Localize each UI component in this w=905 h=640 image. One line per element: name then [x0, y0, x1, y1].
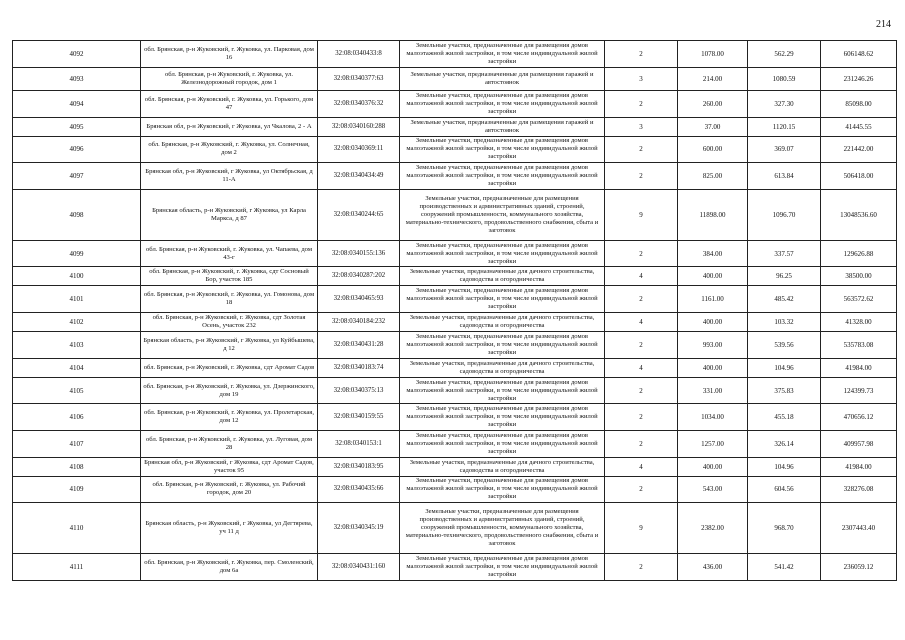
table-row	[13, 503, 897, 554]
cadastral-number-cell: 32:08:0340376:32	[318, 90, 400, 117]
address-cell: обл. Брянская, р-н Жуковский, г. Жуковка, ул. Горького, дом 47	[141, 90, 318, 117]
cadastral-value-cell: 41984.00	[821, 457, 897, 476]
row-number: 4103	[13, 332, 141, 359]
group-cell: 4	[605, 313, 678, 332]
specific-value-cell: 604.56	[748, 476, 821, 503]
cadastral-value-cell: 2307443.40	[821, 503, 897, 554]
land-use-cell: Земельные участки, предназначенные для размещения домов малоэтажной жилой застройки, в том числе индивидуальной жилой застройки	[400, 240, 605, 267]
area-cell: 825.00	[678, 163, 748, 190]
address-cell: обл. Брянская, р-н Жуковский, г. Жуковка, ул. Луговая, дом 28	[141, 430, 318, 457]
address-cell: обл. Брянская, р-н Жуковский, г. Жуковка, сдт Сосновый Бор, участок 185	[141, 267, 318, 286]
cadastral-number-cell: 32:08:0340160:288	[318, 117, 400, 136]
group-cell: 2	[605, 404, 678, 431]
cadastral-value-table	[12, 40, 897, 581]
area-cell: 993.00	[678, 332, 748, 359]
table-row	[13, 404, 897, 431]
cadastral-number-cell: 32:08:0340377:63	[318, 67, 400, 90]
group-cell: 2	[605, 41, 678, 68]
cadastral-number-cell: 32:08:0340287:202	[318, 267, 400, 286]
table-row	[13, 117, 897, 136]
specific-value-cell: 562.29	[748, 41, 821, 68]
row-number: 4108	[13, 457, 141, 476]
cadastral-number-cell: 32:08:0340431:160	[318, 554, 400, 581]
cadastral-number-cell: 32:08:0340153:1	[318, 430, 400, 457]
cadastral-number-cell: 32:08:0340155:136	[318, 240, 400, 267]
area-cell: 1078.00	[678, 41, 748, 68]
specific-value-cell: 1120.15	[748, 117, 821, 136]
row-number: 4101	[13, 286, 141, 313]
row-number: 4094	[13, 90, 141, 117]
group-cell: 2	[605, 240, 678, 267]
table-row	[13, 476, 897, 503]
group-cell: 4	[605, 358, 678, 377]
land-use-cell: Земельные участки, предназначенные для размещения домов малоэтажной жилой застройки, в том числе индивидуальной жилой застройки	[400, 430, 605, 457]
land-use-cell: Земельные участки, предназначенные для размещения домов малоэтажной жилой застройки, в том числе индивидуальной жилой застройки	[400, 476, 605, 503]
cadastral-number-cell: 32:08:0340159:55	[318, 404, 400, 431]
land-use-cell: Земельные участки, предназначенные для дачного строительства, садоводства и огородничества	[400, 457, 605, 476]
land-use-cell: Земельные участки, предназначенные для размещения производственных и административных зданий, строений, сооружений промышленности, коммунального хозяйства, материально-технического, продовольственного снабжения, сбыта и заготовок	[400, 189, 605, 240]
cadastral-number-cell: 32:08:0340435:66	[318, 476, 400, 503]
row-number: 4092	[13, 41, 141, 68]
address-cell: обл. Брянская, р-н Жуковский, г. Жуковка, ул. Чапаева, дом 43-г	[141, 240, 318, 267]
table-row	[13, 358, 897, 377]
land-use-cell: Земельные участки, предназначенные для размещения домов малоэтажной жилой застройки, в том числе индивидуальной жилой застройки	[400, 404, 605, 431]
land-use-cell: Земельные участки, предназначенные для размещения домов малоэтажной жилой застройки, в том числе индивидуальной жилой застройки	[400, 377, 605, 404]
area-cell: 400.00	[678, 358, 748, 377]
cadastral-value-cell: 85098.00	[821, 90, 897, 117]
cadastral-value-cell: 124399.73	[821, 377, 897, 404]
address-cell: Брянская область, р-н Жуковский, г Жуковка, ул Куйбышева, д 12	[141, 332, 318, 359]
cadastral-value-cell: 38500.00	[821, 267, 897, 286]
cadastral-value-cell: 563572.62	[821, 286, 897, 313]
area-cell: 600.00	[678, 136, 748, 163]
cadastral-number-cell: 32:08:0340369:11	[318, 136, 400, 163]
group-cell: 9	[605, 503, 678, 554]
row-number: 4110	[13, 503, 141, 554]
row-number: 4099	[13, 240, 141, 267]
area-cell: 400.00	[678, 313, 748, 332]
specific-value-cell: 104.96	[748, 457, 821, 476]
table-row	[13, 332, 897, 359]
table-row	[13, 41, 897, 68]
row-number: 4097	[13, 163, 141, 190]
land-use-cell: Земельные участки, предназначенные для размещения гаражей и автостоянок	[400, 117, 605, 136]
group-cell: 3	[605, 117, 678, 136]
row-number: 4102	[13, 313, 141, 332]
cadastral-value-cell: 221442.00	[821, 136, 897, 163]
specific-value-cell: 103.32	[748, 313, 821, 332]
cadastral-value-cell: 506418.00	[821, 163, 897, 190]
cadastral-value-cell: 328276.08	[821, 476, 897, 503]
area-cell: 436.00	[678, 554, 748, 581]
land-use-cell: Земельные участки, предназначенные для дачного строительства, садоводства и огородничества	[400, 313, 605, 332]
cadastral-number-cell: 32:08:0340433:8	[318, 41, 400, 68]
address-cell: обл. Брянская, р-н Жуковский, г. Жуковка, пер. Смоленский, дом 6а	[141, 554, 318, 581]
land-use-cell: Земельные участки, предназначенные для размещения домов малоэтажной жилой застройки, в том числе индивидуальной жилой застройки	[400, 136, 605, 163]
address-cell: обл. Брянская, р-н Жуковский, г. Жуковка, ул. Рабочий городок, дом 20	[141, 476, 318, 503]
cadastral-value-cell: 13048536.60	[821, 189, 897, 240]
group-cell: 2	[605, 430, 678, 457]
row-number: 4111	[13, 554, 141, 581]
row-number: 4095	[13, 117, 141, 136]
land-use-cell: Земельные участки, предназначенные для размещения производственных и административных зданий, строений, сооружений промышленности, коммунального хозяйства, материально-технического, продовольственного снабжения, сбыта и заготовок	[400, 503, 605, 554]
group-cell: 4	[605, 457, 678, 476]
table-row	[13, 286, 897, 313]
cadastral-number-cell: 32:08:0340184:232	[318, 313, 400, 332]
cadastral-number-cell: 32:08:0340345:19	[318, 503, 400, 554]
specific-value-cell: 613.84	[748, 163, 821, 190]
specific-value-cell: 539.56	[748, 332, 821, 359]
specific-value-cell: 104.96	[748, 358, 821, 377]
land-use-cell: Земельные участки, предназначенные для размещения домов малоэтажной жилой застройки, в том числе индивидуальной жилой застройки	[400, 90, 605, 117]
area-cell: 2382.00	[678, 503, 748, 554]
address-cell: Брянская область, р-н Жуковский, г Жуковка, ул Дегтярева, уч 11 д	[141, 503, 318, 554]
group-cell: 4	[605, 267, 678, 286]
cadastral-value-cell: 41445.55	[821, 117, 897, 136]
address-cell: обл. Брянская, р-н Жуковский, г. Жуковка, ул. Гомонова, дом 18	[141, 286, 318, 313]
cadastral-number-cell: 32:08:0340375:13	[318, 377, 400, 404]
area-cell: 384.00	[678, 240, 748, 267]
cadastral-number-cell: 32:08:0340434:49	[318, 163, 400, 190]
cadastral-value-cell: 236059.12	[821, 554, 897, 581]
specific-value-cell: 1080.59	[748, 67, 821, 90]
table-row	[13, 67, 897, 90]
land-use-cell: Земельные участки, предназначенные для размещения домов малоэтажной жилой застройки, в том числе индивидуальной жилой застройки	[400, 332, 605, 359]
group-cell: 2	[605, 377, 678, 404]
land-use-cell: Земельные участки, предназначенные для размещения домов малоэтажной жилой застройки, в том числе индивидуальной жилой застройки	[400, 286, 605, 313]
address-cell: обл. Брянская, р-н Жуковский, г. Жуковка, ул. Парковая, дом 16	[141, 41, 318, 68]
table-row	[13, 240, 897, 267]
address-cell: обл. Брянская, р-н Жуковский, г. Жуковка, ул. Железнодорожный городок, дом 1	[141, 67, 318, 90]
table-row	[13, 430, 897, 457]
area-cell: 1257.00	[678, 430, 748, 457]
table-row	[13, 313, 897, 332]
area-cell: 37.00	[678, 117, 748, 136]
land-use-cell: Земельные участки, предназначенные для дачного строительства, садоводства и огородничества	[400, 267, 605, 286]
address-cell: Брянская обл, р-н Жуковский, г Жуковка, ул Октябрьская, д 11-А	[141, 163, 318, 190]
land-use-cell: Земельные участки, предназначенные для дачного строительства, садоводства и огородничества	[400, 358, 605, 377]
row-number: 4107	[13, 430, 141, 457]
cadastral-value-cell: 231246.26	[821, 67, 897, 90]
page-number: 214	[876, 19, 891, 30]
group-cell: 2	[605, 163, 678, 190]
specific-value-cell: 455.18	[748, 404, 821, 431]
specific-value-cell: 369.07	[748, 136, 821, 163]
specific-value-cell: 485.42	[748, 286, 821, 313]
address-cell: Брянская область, р-н Жуковский, г Жуковка, ул Карла Маркса, д 87	[141, 189, 318, 240]
address-cell: Брянская обл, р-н Жуковский, г Жуковка, сдт Аромат Садов, участок 95	[141, 457, 318, 476]
row-number: 4106	[13, 404, 141, 431]
address-cell: обл. Брянская, р-н Жуковский, г. Жуковка, сдт Золотая Осень, участок 232	[141, 313, 318, 332]
cadastral-number-cell: 32:08:0340183:74	[318, 358, 400, 377]
area-cell: 331.00	[678, 377, 748, 404]
row-number: 4093	[13, 67, 141, 90]
area-cell: 400.00	[678, 267, 748, 286]
group-cell: 9	[605, 189, 678, 240]
table-row	[13, 189, 897, 240]
cadastral-value-cell: 470656.12	[821, 404, 897, 431]
area-cell: 1161.00	[678, 286, 748, 313]
specific-value-cell: 327.30	[748, 90, 821, 117]
row-number: 4104	[13, 358, 141, 377]
specific-value-cell: 96.25	[748, 267, 821, 286]
cadastral-number-cell: 32:08:0340465:93	[318, 286, 400, 313]
table-row	[13, 377, 897, 404]
group-cell: 2	[605, 136, 678, 163]
cadastral-value-cell: 129626.88	[821, 240, 897, 267]
area-cell: 400.00	[678, 457, 748, 476]
land-use-cell: Земельные участки, предназначенные для размещения гаражей и автостоянок	[400, 67, 605, 90]
group-cell: 3	[605, 67, 678, 90]
address-cell: обл. Брянская, р-н Жуковский, г. Жуковка, ул. Пролетарская, дом 12	[141, 404, 318, 431]
specific-value-cell: 337.57	[748, 240, 821, 267]
cadastral-value-cell: 409957.98	[821, 430, 897, 457]
row-number: 4105	[13, 377, 141, 404]
cadastral-value-cell: 41328.00	[821, 313, 897, 332]
land-use-cell: Земельные участки, предназначенные для размещения домов малоэтажной жилой застройки, в том числе индивидуальной жилой застройки	[400, 163, 605, 190]
specific-value-cell: 375.83	[748, 377, 821, 404]
area-cell: 1034.00	[678, 404, 748, 431]
specific-value-cell: 541.42	[748, 554, 821, 581]
cadastral-value-cell: 41984.00	[821, 358, 897, 377]
land-use-cell: Земельные участки, предназначенные для размещения домов малоэтажной жилой застройки, в том числе индивидуальной жилой застройки	[400, 554, 605, 581]
table-row	[13, 163, 897, 190]
address-cell: обл. Брянская, р-н Жуковский, г. Жуковка, сдт Аромат Садов	[141, 358, 318, 377]
address-cell: Брянская обл, р-н Жуковский, г Жуковка, ул Чкалова, 2 - А	[141, 117, 318, 136]
land-use-cell: Земельные участки, предназначенные для размещения домов малоэтажной жилой застройки, в том числе индивидуальной жилой застройки	[400, 41, 605, 68]
group-cell: 2	[605, 332, 678, 359]
group-cell: 2	[605, 476, 678, 503]
cadastral-value-cell: 535783.08	[821, 332, 897, 359]
group-cell: 2	[605, 90, 678, 117]
table-row	[13, 554, 897, 581]
area-cell: 214.00	[678, 67, 748, 90]
table-row	[13, 136, 897, 163]
cadastral-number-cell: 32:08:0340431:28	[318, 332, 400, 359]
cadastral-number-cell: 32:08:0340244:65	[318, 189, 400, 240]
row-number: 4098	[13, 189, 141, 240]
table-row	[13, 267, 897, 286]
row-number: 4100	[13, 267, 141, 286]
specific-value-cell: 968.70	[748, 503, 821, 554]
area-cell: 543.00	[678, 476, 748, 503]
group-cell: 2	[605, 554, 678, 581]
area-cell: 260.00	[678, 90, 748, 117]
table-row	[13, 457, 897, 476]
cadastral-value-cell: 606148.62	[821, 41, 897, 68]
row-number: 4096	[13, 136, 141, 163]
cadastral-number-cell: 32:08:0340183:95	[318, 457, 400, 476]
specific-value-cell: 1096.70	[748, 189, 821, 240]
address-cell: обл. Брянская, р-н Жуковский, г. Жуковка, ул. Дзержинского, дом 19	[141, 377, 318, 404]
specific-value-cell: 326.14	[748, 430, 821, 457]
group-cell: 2	[605, 286, 678, 313]
row-number: 4109	[13, 476, 141, 503]
table-row	[13, 90, 897, 117]
address-cell: обл. Брянская, р-н Жуковский, г. Жуковка, ул. Солнечная, дом 2	[141, 136, 318, 163]
area-cell: 11898.00	[678, 189, 748, 240]
table-body	[13, 41, 897, 581]
